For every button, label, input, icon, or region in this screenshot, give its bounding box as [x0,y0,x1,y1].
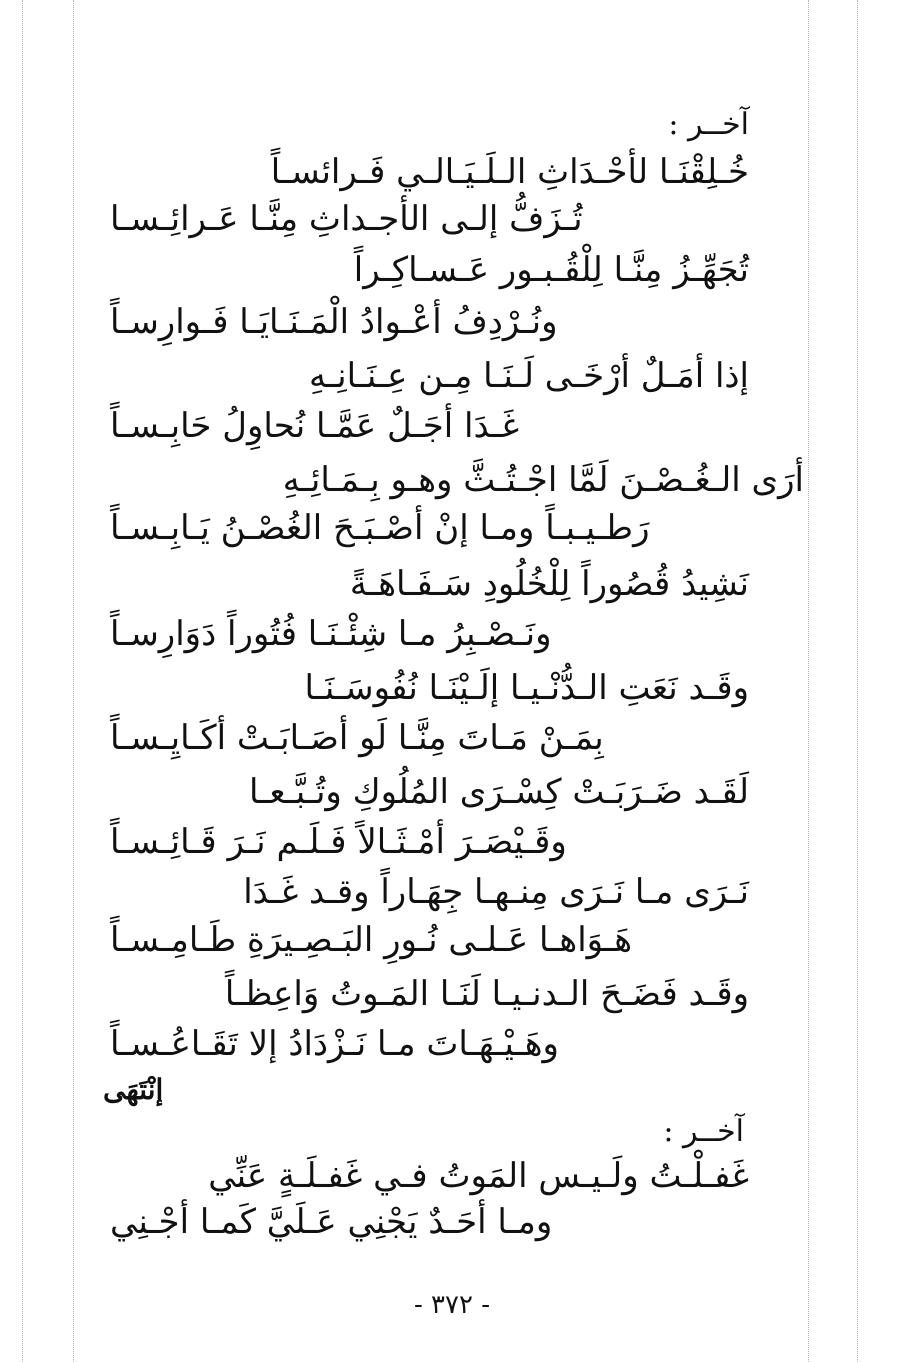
margin-guide [73,0,74,1362]
verse-line: وقَـد نَعَتِ الـدُّنْـيـا إلَـيْنَـا نُفُوسَـنَـا [304,668,749,708]
verse-line: نَـرَى مـا نَـرَى مِنـهـا جِهَـاراً وقـد غَـدَا [243,872,749,912]
end-mark: إنْتَهَى [103,1073,164,1106]
margin-guide [22,0,23,1362]
verse-line: ونَـصْـبِرُ مـا شِئْـنَـا فُتُوراً دَوَارِسـاً [110,614,552,654]
verse-line: رَطـيـبـاً ومـا إنْ أصْـبَـحَ الغُصْـنُ يَـابِـسـاً [110,508,650,548]
verse-line: لَقَـد ضَـرَبَـتْ كِسْـرَى المُلُوكِ وتُـبَّـعـا [249,772,749,812]
poem-heading: آخــر : [663,1114,744,1149]
page-number: - ٣٧٢ - [413,1290,491,1320]
verse-line: أرَى الـغُـصْـنَ لَمَّا اجْـتُـثَّ وهـو بِـمَـائِـهِ [282,460,804,500]
margin-guide [857,0,858,1362]
verse-line: نَشِيدُ قُصُوراً لِلْخُلُودِ سَـفَـاهَـةً [349,564,749,604]
verse-line: تُجَهِّـزُ مِنَّـا لِلْقُـبـور عَـسـاكِـراً [353,250,749,290]
verse-line: ونُـرْدِفُ أعْـوادُ الْمَـنَـايَـا فَـوارِسـاً [110,302,558,342]
verse-line: غَفـلْـتُ ولَـيـس المَوتُ فـي غَفـلَـةٍ عَنِّي [208,1156,749,1196]
verse-line: خُـلِقْنَـا لأحْـدَاثِ الـلَـيَـالـي فَـرائسـاً [270,152,749,192]
margin-guide [808,0,809,1362]
poem-heading: آخــر : [668,107,749,142]
verse-line: بِمَـنْ مَـاتَ مِنَّـا لَو أصَـابَـتْ أكَـايِـسـاً [110,718,604,758]
verse-line: تُـزَفُّ إلـى الأجـداثِ مِنَّـا عَـرائِـسـا [110,199,583,239]
verse-line: إذا أمَـلٌ أرْخَـى لَـنَـا مِـن عِـنَـانِـهِ [308,356,749,396]
verse-line: وقَـيْصَـرَ أمْـثَـالاً فَـلَـم نَـرَ قَـائِـسـاً [110,822,567,862]
verse-line: وقَـد فَضَـحَ الـدنـيـا لَنَـا المَـوتُ وَاعِظـاً [224,974,749,1014]
verse-line: غَـدَا أجَـلٌ عَمَّـا نُحاوِلُ حَابِـسـاً [110,406,520,446]
verse-line: هَـوَاهـا عَـلـى نُـورِ البَـصِـيرَةِ طَـامِـسـاً [110,920,633,960]
verse-line: وهَـيْـهَـاتَ مـا نَـزْدَادُ إلا تَقَـاعُـسـاً [110,1024,559,1064]
verse-line: ومـا أحَـدٌ يَجْنِي عَـلَيَّ كَمـا أجْـنِي [110,1202,553,1242]
